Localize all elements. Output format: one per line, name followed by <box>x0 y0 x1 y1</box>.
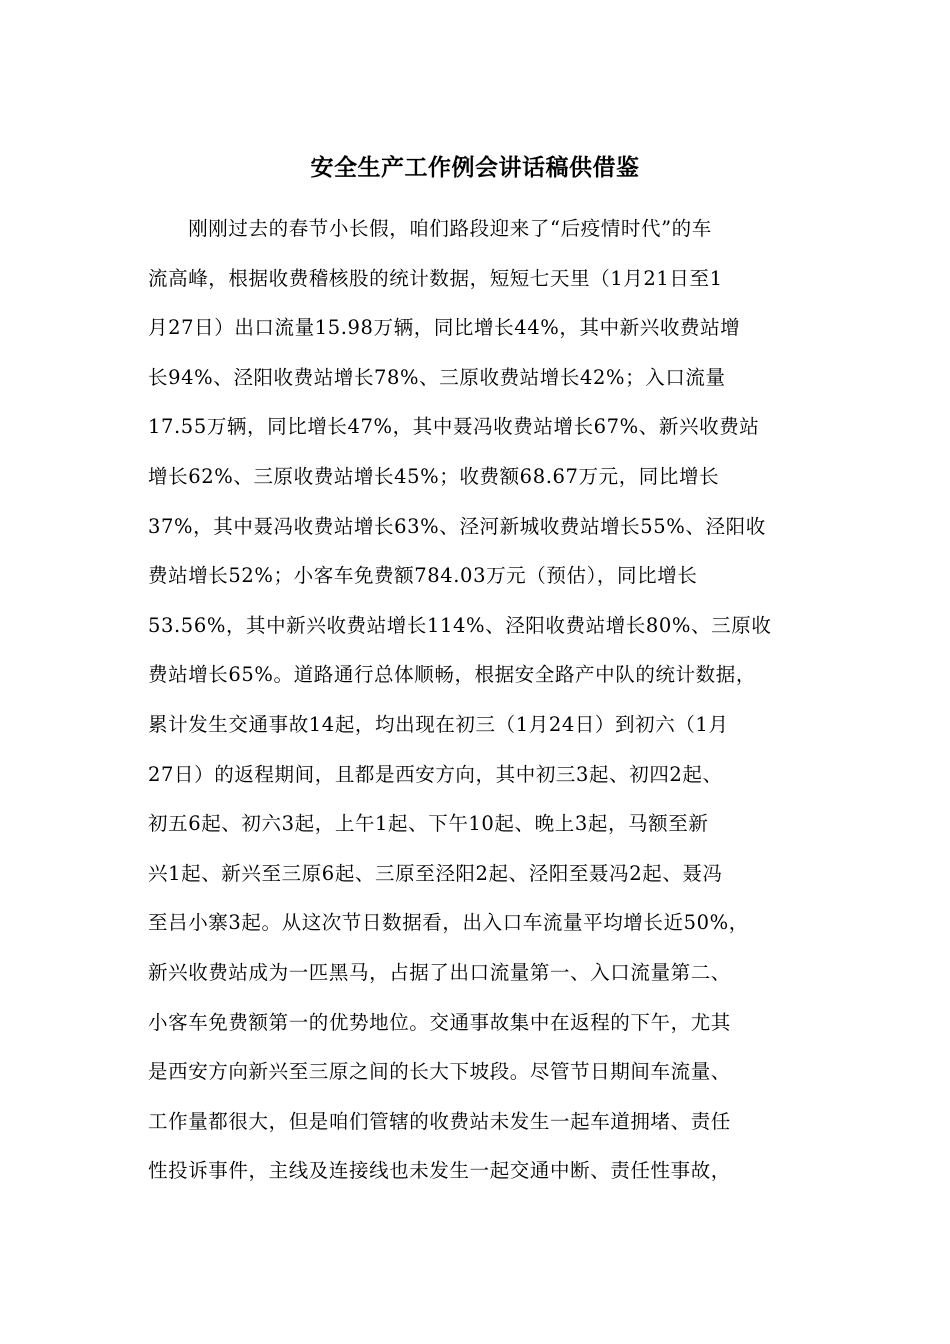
body-line: 刚刚过去的春节小长假，咱们路段迎来了“后疫情时代”的车 <box>148 217 712 240</box>
body-line: 长94%、泾阳收费站增长78%、三原收费站增长42%；入口流量 <box>148 365 726 389</box>
document-body <box>148 204 808 1196</box>
body-line: 37%，其中聂冯收费站增长63%、泾河新城收费站增长55%、泾阳收 <box>148 514 766 538</box>
body-line: 增长62%、三原收费站增长45%；收费额68.67万元，同比增长 <box>148 464 720 488</box>
body-line: 费站增长52%；小客车免费额784.03万元（预估），同比增长 <box>148 564 698 588</box>
body-line: 新兴收费站成为一匹黑马，占据了出口流量第一、入口流量第二、 <box>148 960 731 984</box>
body-line: 累计发生交通事故14起，均出现在初三（1月24日）到初六（1月 <box>148 712 729 736</box>
body-line: 流高峰，根据收费稽核股的统计数据，短短七天里（1月21日至1 <box>148 266 723 290</box>
body-line: 53.56%，其中新兴收费站增长114%、泾阳收费站增长80%、三原收 <box>148 613 772 637</box>
document-title: 安全生产工作例会讲话稿供借鉴 <box>310 154 640 181</box>
body-line: 兴1起、新兴至三原6起、三原至泾阳2起、泾阳至聂冯2起、聂冯 <box>148 861 723 885</box>
body-line: 工作量都很大，但是咱们管辖的收费站未发生一起车道拥堵、责任 <box>148 1109 731 1133</box>
body-line: 性投诉事件，主线及连接线也未发生一起交通中断、责任性事故， <box>148 1159 731 1183</box>
body-line: 小客车免费额第一的优势地位。交通事故集中在返程的下午，尤其 <box>148 1010 731 1034</box>
body-line: 是西安方向新兴至三原之间的长大下坡段。尽管节日期间车流量、 <box>148 1060 731 1084</box>
body-line: 月27日）出口流量15.98万辆，同比增长44%，其中新兴收费站增 <box>148 316 741 340</box>
body-line: 初五6起、初六3起，上午1起、下午10起、晚上3起，马额至新 <box>148 812 709 836</box>
body-line: 27日）的返程期间，且都是西安方向，其中初三3起、初四2起、 <box>148 762 723 786</box>
body-line: 17.55万辆，同比增长47%，其中聂冯收费站增长67%、新兴收费站 <box>148 415 760 439</box>
body-line: 费站增长65%。道路通行总体顺畅，根据安全路产中队的统计数据， <box>148 663 756 687</box>
body-line: 至吕小寨3起。从这次节日数据看，出入口车流量平均增长近50%， <box>148 911 749 935</box>
